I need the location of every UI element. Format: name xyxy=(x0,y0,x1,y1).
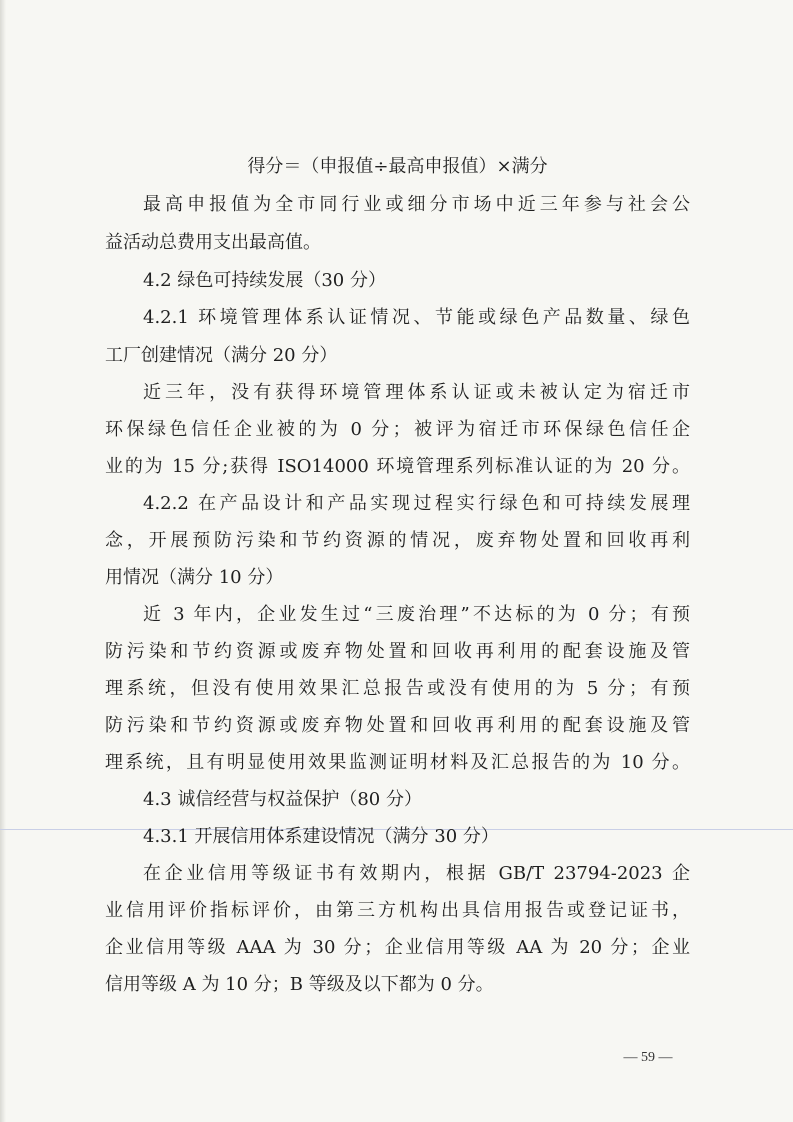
page-number: — 59 — xyxy=(623,1050,673,1065)
paragraph-line: 环保绿色信任企业被的为 0 分；被评为宿迁市环保绿色信任企 xyxy=(105,419,690,440)
section-heading: 4.3 诚信经营与权益保护（80 分） xyxy=(143,789,422,810)
paragraph-line: 最高申报值为全市同行业或细分市场中近三年参与社会公 xyxy=(143,194,690,215)
subsection-heading: 4.2.2 在产品设计和产品实现过程实行绿色和可持续发展理 xyxy=(143,493,690,514)
page-edge-shadow xyxy=(0,0,6,1122)
subsection-heading: 4.2.1 环境管理体系认证情况、节能或绿色产品数量、绿色 xyxy=(143,307,690,328)
formula-line: 得分＝（申报值÷最高申报值）×满分 xyxy=(247,156,548,177)
paragraph-line: 防污染和节约资源或废弃物处置和回收再利用的配套设施及管 xyxy=(105,715,690,736)
subsection-heading: 工厂创建情况（满分 20 分） xyxy=(105,345,338,366)
paragraph-line: 益活动总费用支出最高值。 xyxy=(105,232,321,253)
subsection-heading: 念，开展预防污染和节约资源的情况，废弃物处置和回收再利 xyxy=(105,530,690,551)
paragraph-line: 业信用评价指标评价，由第三方机构出具信用报告或登记证书， xyxy=(105,900,690,921)
subsection-heading: 用情况（满分 10 分） xyxy=(105,567,284,588)
paragraph-line: 业的为 15 分;获得 ISO14000 环境管理系列标准认证的为 20 分。 xyxy=(105,456,690,477)
paragraph-line: 企业信用等级 AAA 为 30 分；企业信用等级 AA 为 20 分；企业 xyxy=(105,937,690,958)
paragraph-line: 在企业信用等级证书有效期内，根据 GB/T 23794-2023 企 xyxy=(143,863,690,884)
subsection-heading: 4.3.1 开展信用体系建设情况（满分 30 分） xyxy=(143,826,499,847)
paragraph-line: 近三年，没有获得环境管理体系认证或未被认定为宿迁市 xyxy=(143,382,690,403)
paragraph-line: 防污染和节约资源或废弃物处置和回收再利用的配套设施及管 xyxy=(105,641,690,662)
paragraph-line: 理系统，但没有使用效果汇总报告或没有使用的为 5 分；有预 xyxy=(105,678,690,699)
paragraph-line: 近 3 年内，企业发生过“三废治理”不达标的为 0 分；有预 xyxy=(143,604,690,625)
paragraph-line: 信用等级 A 为 10 分；B 等级及以下都为 0 分。 xyxy=(105,974,494,995)
section-heading: 4.2 绿色可持续发展（30 分） xyxy=(143,270,386,291)
paragraph-line: 理系统，且有明显使用效果监测证明材料及汇总报告的为 10 分。 xyxy=(105,752,690,773)
